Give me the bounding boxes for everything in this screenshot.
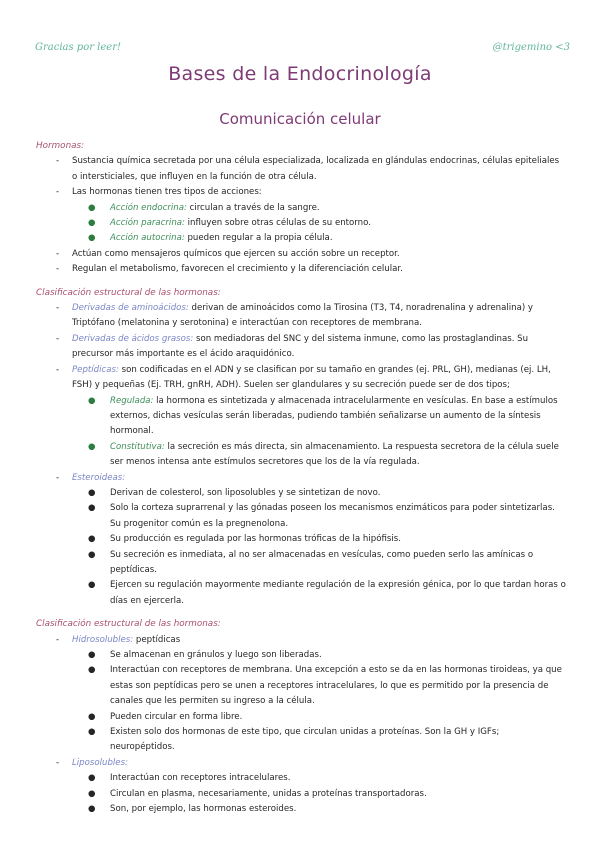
dash-marker: - xyxy=(56,634,60,645)
item-text: Interactúan con receptores intracelulares. xyxy=(110,773,291,784)
item-text: Regulan el metabolismo, favorecen el crecimiento y la diferenciación celular. xyxy=(72,264,403,275)
dash-marker: - xyxy=(56,333,60,344)
term-label: Regulada: xyxy=(110,395,154,406)
bullet-icon: ● xyxy=(88,218,96,229)
list-item xyxy=(36,394,566,440)
section-heading-clasificacion: Clasificación estructural de las hormonas: xyxy=(36,287,221,298)
list-item xyxy=(36,802,566,817)
bullet-icon: ● xyxy=(88,650,96,660)
list-item xyxy=(36,633,566,648)
item-text: pueden regular a la propia célula. xyxy=(184,233,333,244)
list-item xyxy=(36,185,566,200)
list-item xyxy=(36,648,566,663)
item-text: peptídicas xyxy=(133,634,181,645)
term-label: Acción autocrina: xyxy=(110,233,185,244)
list-item xyxy=(36,578,566,609)
list-item xyxy=(36,471,566,486)
list-item xyxy=(36,440,566,471)
bullet-icon: ● xyxy=(88,233,96,244)
term-label: Hidrosolubles: xyxy=(72,634,134,645)
item-text: Se almacenan en gránulos y luego son liberadas. xyxy=(110,650,322,660)
document-body xyxy=(36,139,566,817)
item-text: Sustancia química secretada por una célula especializada, localizada en glándulas endocrinas, células epiteliales o intersticiales, que influyen en la función de otra célula. xyxy=(72,156,560,182)
bullet-icon: ● xyxy=(88,804,96,815)
item-text: la secreción es más directa, sin almacenamiento. La respuesta secretora de la célula suele ser menos intensa ante estímulos secretores que los de la vía regulada. xyxy=(110,441,559,468)
dash-marker: - xyxy=(56,364,60,375)
header-right-handle: @trigemino <3 xyxy=(492,42,570,53)
list-item xyxy=(36,247,566,262)
bullet-icon: ● xyxy=(88,487,96,498)
item-text: son mediadoras del SNC y del sistema inmune, como las prostaglandinas. Su precursor más importante es el ácido araquidónico. xyxy=(72,333,529,360)
bullet-icon: ● xyxy=(88,580,96,591)
list-item xyxy=(36,301,566,332)
bullet-icon: ● xyxy=(88,534,96,545)
list-item xyxy=(36,756,566,771)
list-item xyxy=(36,201,566,216)
list-item xyxy=(36,725,566,756)
list-item xyxy=(36,501,566,532)
item-text: Circulan en plasma, necesariamente, unidas a proteínas transportadoras. xyxy=(110,788,427,799)
item-text: influyen sobre otras células de su entorno. xyxy=(184,218,371,229)
header-left-note: Gracias por leer! xyxy=(35,42,122,53)
list-item xyxy=(36,548,566,579)
item-text: Su secreción es inmediata, al no ser almacenadas en vesículas, como pueden serlo las amínicas o peptídicas. xyxy=(110,549,534,575)
item-text: Solo la corteza suprarrenal y las gónadas poseen los mecanismos enzimáticos para poder sintetizarlas. Su progenitor común es la pregnenolona. xyxy=(110,503,555,529)
section-heading-hormonas: Hormonas: xyxy=(36,141,85,151)
item-text: Son, por ejemplo, las hormonas esteroides. xyxy=(110,804,297,815)
document-title: Bases de la Endocrinología xyxy=(168,63,432,85)
term-label: Liposolubles: xyxy=(72,757,128,768)
dash-marker: - xyxy=(56,156,60,167)
list-item xyxy=(36,710,566,725)
bullet-icon: ● xyxy=(88,665,96,676)
term-label: Acción endocrina: xyxy=(110,202,187,213)
dash-marker: - xyxy=(56,303,60,314)
document-subtitle: Comunicación celular xyxy=(219,110,381,128)
item-text: Interactúan con receptores de membrana. Una excepción a esto se da en las hormonas tiroideas, ya que estas son peptídicas pero se unen a receptores intracelulares, lo que es permitido por la presencia de canales que les permiten su ingreso a la célula. xyxy=(110,665,562,707)
item-text: Existen solo dos hormonas de este tipo, que circulan unidas a proteínas. Son la GH y IGFs; neuropéptidos. xyxy=(110,727,500,753)
item-text: Ejercen su regulación mayormente mediante regulación de la expresión génica, por lo que tardan horas o días en ejercerla. xyxy=(110,580,566,606)
list-item xyxy=(36,486,566,501)
list-item xyxy=(36,332,566,363)
item-text: la hormona es sintetizada y almacenada intracelularmente en vesículas. En base a estímulos externos, dichas vesículas serán liberadas, pudiendo también señalizarse un aumento de la síntesis hormonal. xyxy=(110,395,558,437)
dash-marker: - xyxy=(56,248,60,259)
bullet-icon: ● xyxy=(88,773,96,784)
bullet-icon: ● xyxy=(88,788,96,799)
bullet-icon: ● xyxy=(88,395,96,406)
bullet-icon: ● xyxy=(88,727,96,738)
item-text: Derivan de colesterol, son liposolubles y se sintetizan de novo. xyxy=(110,487,381,498)
term-label: Derivadas de aminoácidos: xyxy=(72,303,189,314)
item-text: circulan a través de la sangre. xyxy=(186,202,320,213)
bullet-icon: ● xyxy=(88,549,96,560)
list-item xyxy=(36,231,566,246)
item-text: Las hormonas tienen tres tipos de acciones: xyxy=(72,187,262,198)
dash-marker: - xyxy=(56,472,60,483)
term-label: Derivadas de ácidos grasos: xyxy=(72,333,194,344)
term-label: Esteroideas: xyxy=(72,472,126,483)
bullet-icon: ● xyxy=(88,503,96,514)
item-text: Su producción es regulada por las hormonas tróficas de la hipófisis. xyxy=(110,534,401,545)
list-item xyxy=(36,363,566,394)
dash-marker: - xyxy=(56,757,60,768)
list-item xyxy=(36,787,566,802)
dash-marker: - xyxy=(56,264,60,275)
term-label: Constitutiva: xyxy=(110,441,165,452)
section-heading-clasificacion-2: Clasificación estructural de las hormonas: xyxy=(36,619,221,630)
bullet-icon: ● xyxy=(88,441,96,452)
bullet-icon: ● xyxy=(88,711,96,722)
item-text: derivan de aminoácidos como la Tirosina (T3, T4, noradrenalina y adrenalina) y Triptófano (melatonina y serotonina) e interactúan con receptores de membrana. xyxy=(72,303,534,329)
dash-marker: - xyxy=(56,187,60,198)
item-text: Pueden circular en forma libre. xyxy=(110,711,243,722)
item-text: son codificadas en el ADN y se clasifican por su tamaño en grandes (ej. PRL, GH), medianas (ej. LH, FSH) y pequeñas (Ej. TRH, gnRH, ADH). Suelen ser glandulares y su secreción puede ser de dos tipos; xyxy=(72,364,551,391)
list-item xyxy=(36,216,566,231)
list-item xyxy=(36,262,566,277)
item-text: Actúan como mensajeros químicos que ejercen su acción sobre un receptor. xyxy=(72,248,400,259)
bullet-icon: ● xyxy=(88,202,96,213)
list-item xyxy=(36,663,566,709)
term-label: Acción paracrina: xyxy=(110,218,185,229)
list-item xyxy=(36,154,566,185)
term-label: Peptídicas: xyxy=(72,364,119,375)
list-item xyxy=(36,771,566,786)
list-item xyxy=(36,532,566,547)
